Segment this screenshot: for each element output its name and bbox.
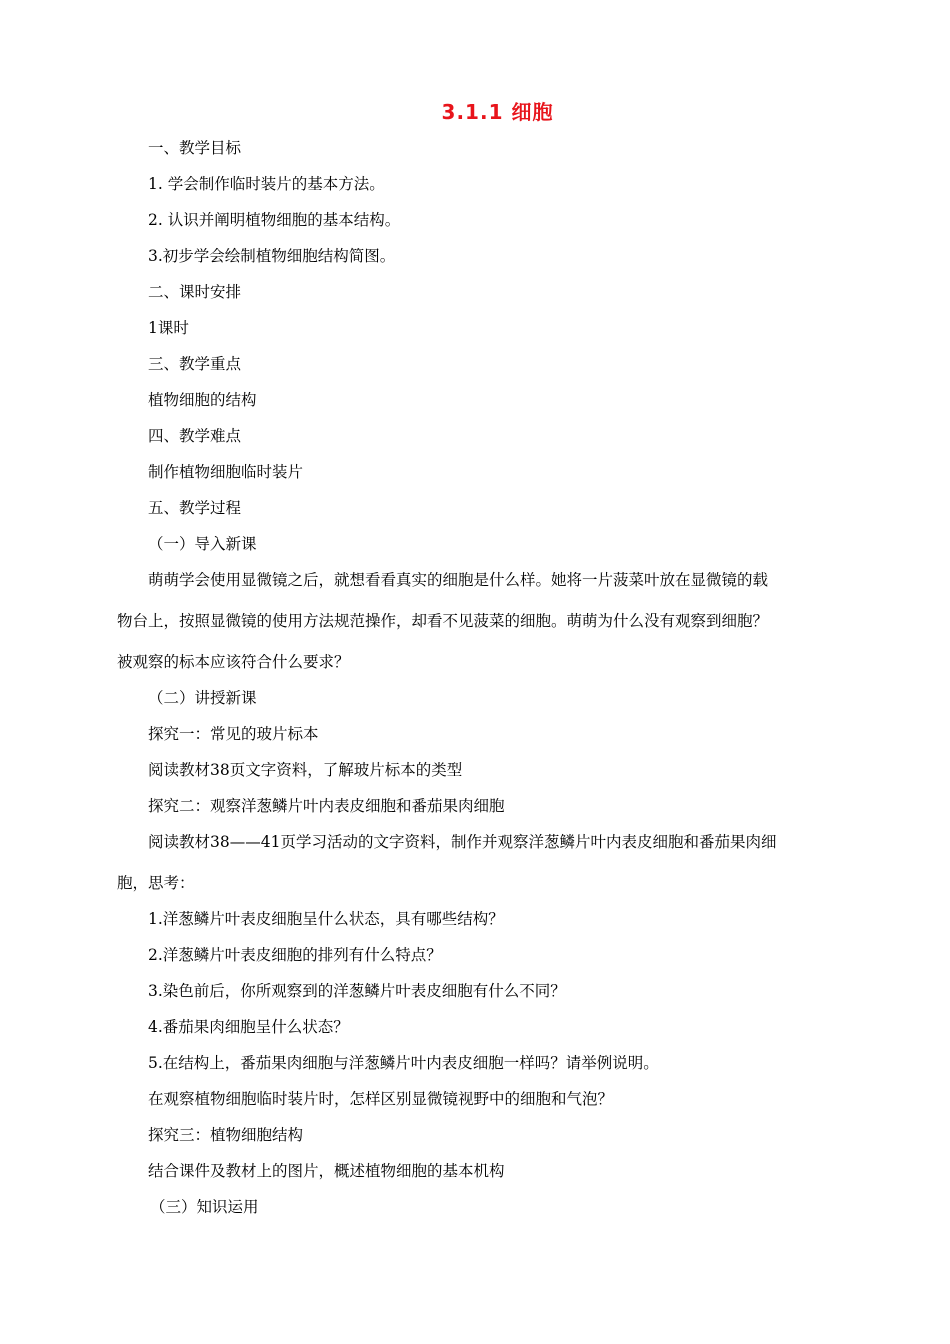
key-points-text: 植物细胞的结构 [148,391,257,409]
inquiry-two-heading: 探究二：观察洋葱鳞片叶内表皮细胞和番茄果肉细胞 [148,797,505,815]
question-3: 3.染色前后，你所观察到的洋葱鳞片叶表皮细胞有什么不同？ [148,982,566,1000]
inquiry-two-text-line-1: 阅读教材38——41页学习活动的文字资料，制作并观察洋葱鳞片叶内表皮细胞和番茄果肉细 [148,833,777,851]
document-title: 3.1.1 细胞 [441,100,554,124]
question-5: 5.在结构上，番茄果肉细胞与洋葱鳞片叶内表皮细胞一样吗？请举例说明。 [148,1054,659,1072]
heading-teaching-objectives: 一、教学目标 [148,139,242,157]
objective-item-3: 3.初步学会绘制植物细胞结构简图。 [148,247,396,265]
heading-teaching-process: 五、教学过程 [148,499,242,517]
objective-item-2: 2. 认识并阐明植物细胞的基本结构。 [148,211,401,229]
objective-item-1: 1. 学会制作临时装片的基本方法。 [148,175,385,193]
heading-key-points: 三、教学重点 [148,355,242,373]
subheading-knowledge-application: （三）知识运用 [150,1198,259,1216]
paragraph-intro-line-3: 被观察的标本应该符合什么要求？ [117,653,350,671]
paragraph-intro-line-1: 萌萌学会使用显微镜之后，就想看看真实的细胞是什么样。她将一片菠菜叶放在显微镜的载 [148,571,769,589]
question-1: 1.洋葱鳞片叶表皮细胞呈什么状态，具有哪些结构？ [148,910,504,928]
question-4: 4.番茄果肉细胞呈什么状态？ [148,1018,349,1036]
inquiry-one-heading: 探究一：常见的玻片标本 [148,725,319,743]
question-6: 在观察植物细胞临时装片时，怎样区别显微镜视野中的细胞和气泡？ [148,1090,614,1108]
subheading-introduction: （一）导入新课 [148,535,257,553]
subheading-new-lesson: （二）讲授新课 [148,689,257,707]
heading-class-hours: 二、课时安排 [148,283,242,301]
inquiry-three-heading: 探究三：植物细胞结构 [148,1126,304,1144]
heading-difficult-points: 四、教学难点 [148,427,242,445]
inquiry-two-text-line-2: 胞，思考： [117,874,195,892]
inquiry-one-text: 阅读教材38页文字资料，了解玻片标本的类型 [148,761,463,779]
inquiry-three-text: 结合课件及教材上的图片，概述植物细胞的基本机构 [148,1162,505,1180]
difficult-points-text: 制作植物细胞临时装片 [148,463,304,481]
class-hours-text: 1课时 [148,319,189,337]
paragraph-intro-line-2: 物台上，按照显微镜的使用方法规范操作，却看不见菠菜的细胞。萌萌为什么没有观察到细胞？ [117,612,769,630]
question-2: 2.洋葱鳞片叶表皮细胞的排列有什么特点？ [148,946,442,964]
